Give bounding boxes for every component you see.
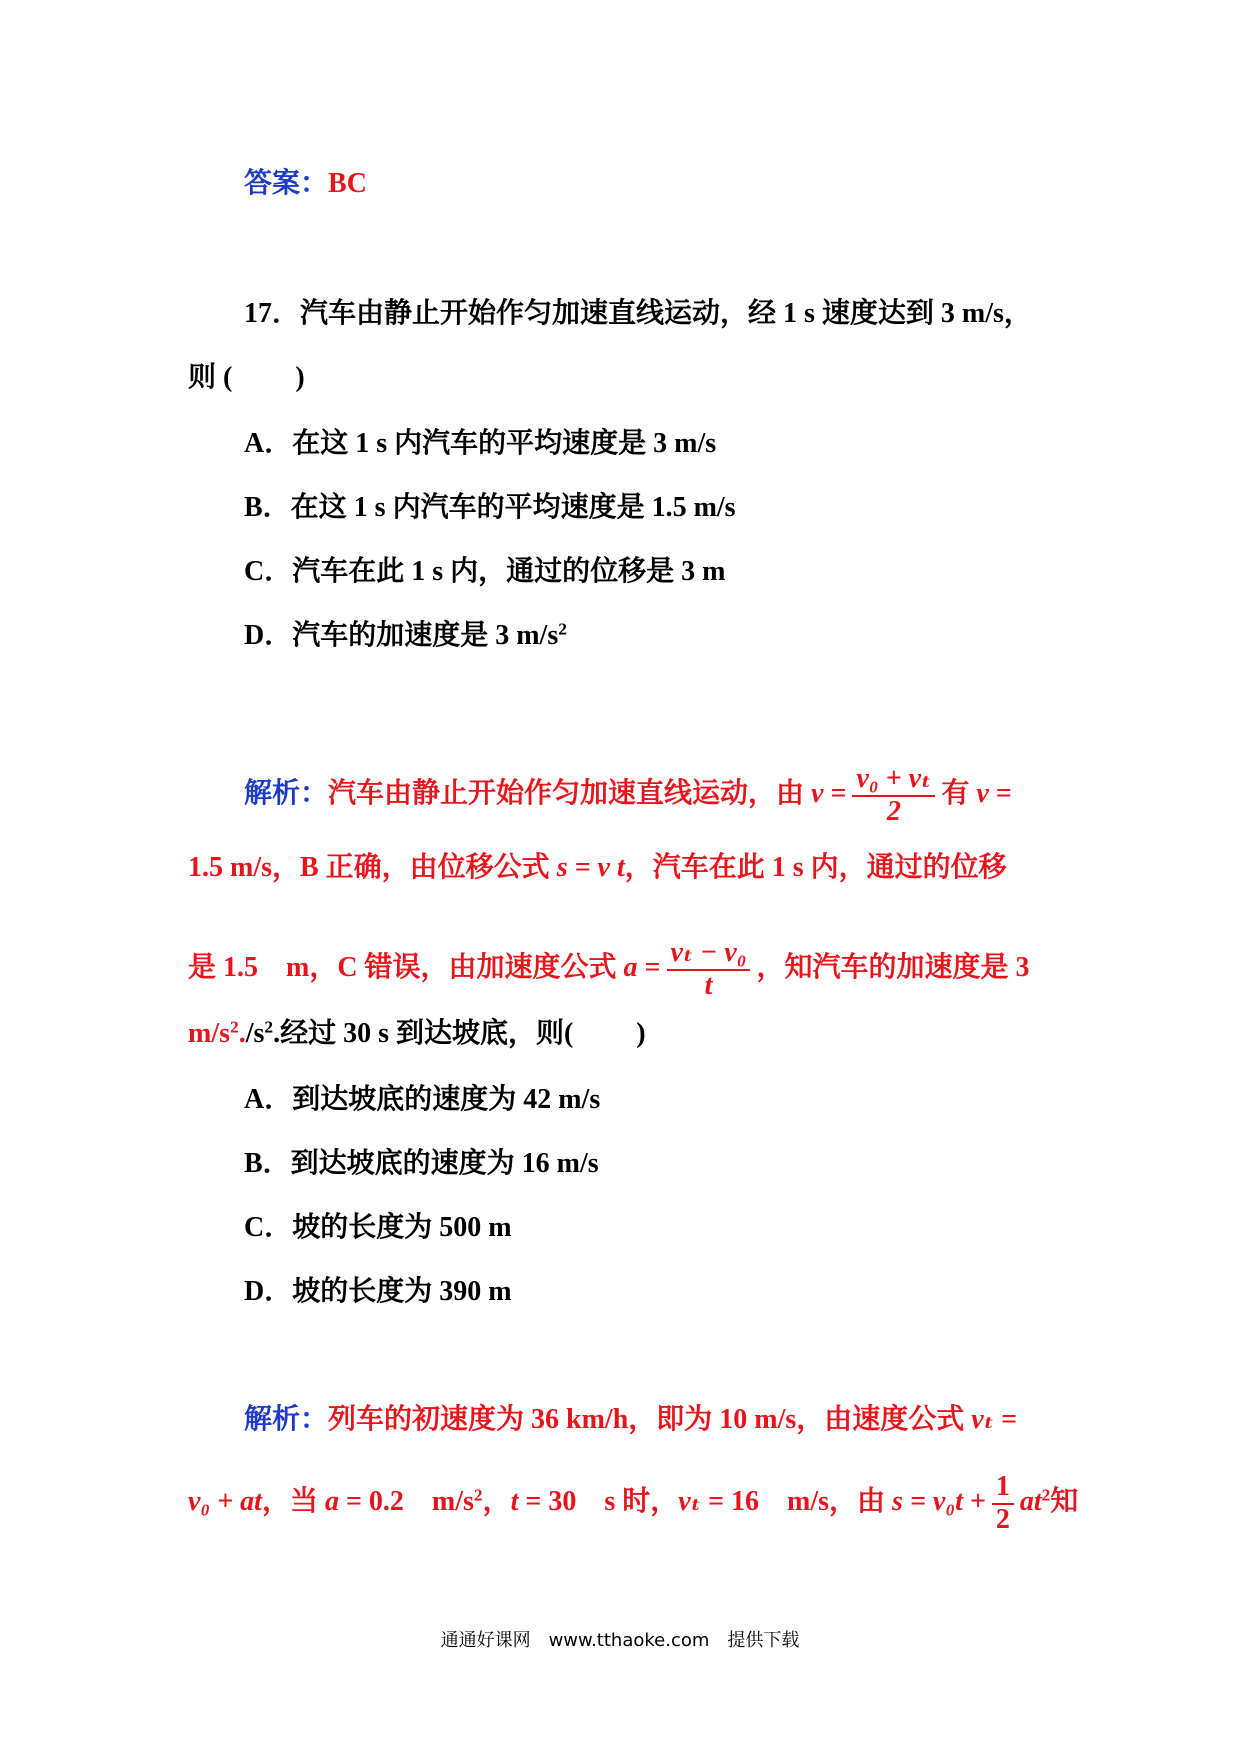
q17-option-d-text: D．汽车的加速度是 3 m/s: [244, 620, 559, 651]
analysis2-frac-den: 2: [995, 1504, 1010, 1535]
analysis1-line2: [188, 850, 1007, 886]
analysis1-l3-a-var: a: [623, 951, 638, 983]
analysis2-l2-i: = 16 m/s，由: [701, 1485, 893, 1517]
analysis1-l4-black-tail: .经过 30 s 到达坡底，则( ): [273, 1018, 646, 1049]
analysis1-l1-v: v: [811, 777, 824, 809]
analysis1-l4-black: /s: [245, 1018, 265, 1049]
analysis2-l2-a: v₀ + at: [188, 1485, 262, 1517]
q18-option-a: A．到达坡底的速度为 42 m/s: [244, 1084, 601, 1115]
q17-stem-line1: 17．汽车由静止开始作匀加速直线运动，经 1 s 速度达到 3 m/s，: [244, 298, 1032, 329]
analysis2-l2-j: s = v₀t +: [892, 1485, 986, 1517]
analysis1-l3-b: ，知汽车的加速度是 3: [756, 951, 1030, 983]
q17-option-d-sup: 2: [558, 619, 567, 639]
analysis2-fraction-half: [992, 1472, 1014, 1535]
q17-option-a: A．在这 1 s 内汽车的平均速度是 3 m/s: [244, 428, 717, 459]
analysis1-l4-red-sup: 2: [230, 1017, 239, 1037]
analysis2-l1-eq: =: [994, 1404, 1018, 1435]
analysis2-frac-num: 1: [992, 1472, 1014, 1505]
analysis1-l2-a: 1.5 m/s，B 正确，由位移公式: [188, 852, 557, 883]
analysis1-l3-a: 是 1.5 m，C 错误，由加速度公式: [188, 951, 624, 983]
analysis1-l4-black-sup: 2: [264, 1017, 274, 1037]
analysis2-l2-f: t: [510, 1485, 519, 1517]
analysis1-frac-num: v₀ + vₜ: [852, 764, 935, 797]
analysis2-l2-d-sup: 2: [473, 1485, 483, 1505]
analysis2-l2-l: 知: [1050, 1485, 1079, 1517]
q18-option-b: B．到达坡底的速度为 16 m/s: [244, 1148, 599, 1179]
analysis1-l1-eq2: =: [988, 777, 1012, 809]
analysis1-label: 解析：: [244, 777, 329, 809]
q17-option-c: C．汽车在此 1 s 内，通过的位移是 3 m: [244, 556, 726, 587]
footer-text: 通通好课网 www.tthaoke.com 提供下载: [440, 1630, 800, 1651]
analysis1-line4: [188, 1016, 646, 1052]
analysis1-l1-eq: =: [823, 777, 847, 809]
q17-option-b: B．在这 1 s 内汽车的平均速度是 1.5 m/s: [244, 492, 736, 523]
analysis1-line1: [244, 764, 1012, 827]
analysis2-label: 解析：: [244, 1404, 329, 1435]
q18-option-c: C．坡的长度为 500 m: [244, 1212, 512, 1243]
analysis2-l2-e: ，: [482, 1485, 511, 1517]
analysis1-l4-red-tail: .: [238, 1018, 246, 1049]
analysis2-l1-vt: vₜ: [971, 1404, 995, 1435]
analysis1-l1-text: 汽车由静止开始作匀加速直线运动，由: [328, 777, 812, 809]
analysis2-line1: [244, 1402, 1017, 1438]
analysis2-l2-k: at: [1019, 1485, 1042, 1517]
analysis1-fraction-avg: [852, 764, 935, 827]
analysis1-l3-eq: =: [637, 951, 661, 983]
analysis2-l1-text: 列车的初速度为 36 km/h，即为 10 m/s，由速度公式: [328, 1404, 972, 1435]
analysis2-l2-k-sup: 2: [1041, 1485, 1051, 1505]
answer-line: [244, 166, 367, 202]
answer-label: 答案：: [244, 168, 329, 199]
analysis1-l2-formula: s = v t: [556, 852, 625, 883]
analysis2-line2: [188, 1472, 1078, 1535]
analysis2-l2-g: = 30 s 时，: [518, 1485, 679, 1517]
analysis1-l1-have: 有: [941, 777, 977, 809]
answer-value: BC: [328, 168, 367, 199]
analysis1-fraction-accel: [667, 938, 751, 1001]
analysis1-frac2-num: vₜ − v₀: [667, 938, 751, 971]
analysis1-frac2-den: t: [704, 970, 713, 1001]
analysis1-l4-red: m/s: [188, 1018, 230, 1049]
q17-stem-line2: 则 ( ): [188, 362, 305, 393]
analysis2-l2-b: ，当: [261, 1485, 325, 1517]
analysis2-l2-c: a: [324, 1485, 339, 1517]
analysis1-l1-v2: v: [976, 777, 989, 809]
q17-option-d: [244, 618, 567, 654]
analysis2-l2-d: = 0.2 m/s: [338, 1485, 474, 1517]
analysis2-l2-h: vₜ: [678, 1485, 702, 1517]
analysis1-frac-den: 2: [886, 796, 901, 827]
analysis1-line3: [188, 938, 1030, 1001]
q18-option-d: D．坡的长度为 390 m: [244, 1276, 512, 1307]
analysis1-l2-b: ，汽车在此 1 s 内，通过的位移: [624, 852, 1007, 883]
